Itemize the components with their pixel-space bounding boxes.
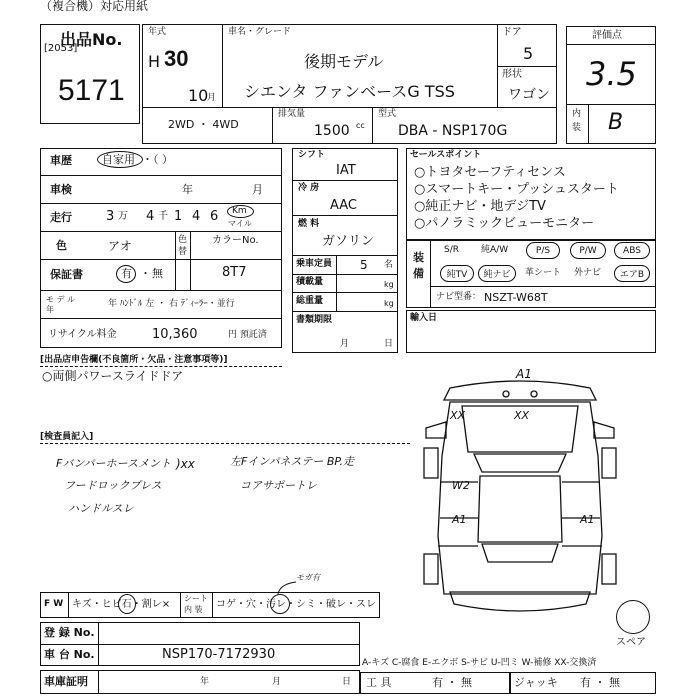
inspection-label: 車検 [50,183,72,196]
jack-label: ジャッキ [514,676,558,689]
weight-unit: kg [384,299,394,308]
equip-alloy-wheels: 純A/W [481,245,509,255]
shift-value: IAT [336,163,356,178]
interior-value: B [608,110,624,135]
model-year-row: 年 ﾊﾝﾄﾞﾙ 左 ・ 右 ﾃﾞｨｰﾗｰ・並行 [108,299,235,309]
equipment-label-2: 備 [413,267,424,280]
equip-genuine-tv: 純TV [440,265,474,282]
handnote-pointer [260,578,320,598]
equip-airbag: エアB [614,265,650,282]
fw-label: F W [44,599,64,609]
year-value: 30 [164,46,189,71]
mileage-digit-5: 6 [210,209,219,224]
history-label: 車歴 [50,154,72,167]
mileage-digit-1: 3 [106,209,115,224]
interior-label-1: 内 [572,109,582,119]
lot-label: 出品No. [60,30,123,49]
door-label: ドア [502,27,522,38]
ac-value: AAC [330,198,357,213]
model-line2: シエンタ ファンベースG TSS [244,82,455,101]
model-year-label-1: モ デ ル [46,295,76,304]
displacement-label: 排気量 [278,109,306,119]
load-label: 積載量 [296,277,324,287]
ac-label: 冷 房 [298,183,320,193]
equip-aftermarket-navi: 外ナビ [574,268,602,278]
capacity-unit: 名 [384,260,394,270]
displacement-unit: cc [356,121,365,130]
recycle-unit: 円 預託済 [228,330,267,340]
year-month: 10 [188,86,209,105]
inspector-line-2: フードロックプレス [64,479,162,492]
model-line1: 後期モデル [304,52,384,71]
tools-label: 工 具 [366,676,392,689]
color-label: 色 [56,239,67,252]
type-label: 型式 [378,109,397,119]
equipment-label-1: 装 [413,251,424,264]
sales-point-item: ○パノラミックビューモニター [414,216,595,231]
notes-text: ○両側パワースライドドア [42,369,184,383]
capacity-value: 5 [360,258,368,272]
lot-number: 5171 [58,74,125,107]
diagram-mark-a1-right: A1 [580,513,595,526]
warranty-label: 保証書 [50,268,83,281]
diagram-mark-xx-left: XX [450,409,466,422]
inspector-right-2: コアサポートレ [240,479,317,492]
jack-value: 有 ・ 無 [580,676,620,689]
sales-point-item: ○トヨタセーフティセンス [414,165,566,180]
lot-sub: [2053] [44,43,78,54]
cert-month: 月 [272,677,282,687]
year-era: H [148,52,161,71]
year-label: 年式 [148,27,167,37]
doc-deadline-label: 書類期限 [296,315,333,325]
warranty-sep: ・ [140,267,151,280]
seat-label-2: 内 装 [184,605,203,614]
color-value: アオ [108,239,132,253]
registration-label: 登 録 No. [44,626,95,639]
chassis-value: NSP170-7172930 [162,647,276,662]
fuel-label: 燃 料 [298,219,320,229]
door-value: 5 [523,44,534,63]
diagram-mark-w2: W2 [452,479,470,492]
weight-label: 総重量 [296,296,324,306]
seat-label-1: シート [184,594,208,603]
interior-label-2: 装 [572,123,582,133]
import-date-box [406,310,656,353]
fw-text: キズ・ヒビ石・割レ× [72,599,171,610]
mileage-digit-3: 1 [174,209,183,224]
recycle-value: 10,360 [152,327,198,342]
color-change-1: 色 [178,235,188,245]
load-unit: kg [384,280,394,289]
inspector-right-1: 左Fインパネステー BP.走 [230,455,354,468]
mileage-label: 走行 [50,211,72,224]
sales-points-label: セールスポイント [410,150,482,160]
history-value: 自家用 [102,153,135,166]
score-label: 評価点 [592,30,622,41]
mileage-unit-2: 千 [158,211,168,222]
equip-sunroof: S/R [444,245,459,255]
diagram-mark-a1-left: A1 [452,513,467,526]
car-damage-diagram [410,366,650,628]
diagram-mark-xx-center: XX [514,409,530,422]
equip-power-windows: P/W [570,242,606,259]
mileage-km: Km [232,206,247,216]
model-label: 車名・グレード [228,27,292,37]
fuel-value: ガソリン [322,234,375,249]
sheet-type-label: （複合機）対応用紙 [40,0,149,13]
model-year-label-2: 年 [46,305,54,314]
equip-leather-seat: 革シート [525,268,562,278]
navi-model-label: ナビ型番： [436,292,482,302]
equip-genuine-navi: 純ナビ [478,265,516,282]
displacement-value: 1500 [314,123,350,139]
tools-value: 有 ・ 無 [432,676,472,689]
notes-label: [出品店申告欄(不良箇所・欠品・注意事項等)] [40,355,228,365]
mileage-mile: マイル [228,219,252,228]
diagram-mark-top: A1 [516,367,532,381]
cert-day: 日 [342,677,352,687]
cert-label: 車庫証明 [44,675,88,688]
inspector-line-3: ハンドルスレ [68,502,134,515]
shape-label: 形状 [502,69,522,80]
year-month-unit: 月 [207,93,217,103]
mileage-unit-1: 万 [118,211,128,222]
color-code-value: 8T7 [222,265,247,280]
mileage-digit-4: 4 [192,209,201,224]
capacity-label: 乗車定員 [296,259,333,269]
chassis-label: 車 台 No. [44,648,95,661]
equip-power-steering: P/S [526,242,560,259]
shape-value: ワゴン [508,87,550,103]
doc-deadline-month: 月 [340,339,350,349]
history-rest: ・（ ） [142,153,173,166]
shift-label: シフト [298,150,326,160]
warranty-no: 無 [152,267,163,280]
type-value: DBA - NSP170G [398,123,508,139]
drive-type: 2WD ・ 4WD [168,118,239,131]
recycle-label: リサイクル料金 [48,329,117,340]
doc-deadline-day: 日 [384,339,394,349]
diagram-handnote: モガ有 [296,573,320,582]
score-value: 3.5 [586,55,637,93]
spare-tire-icon [616,600,650,634]
color-code-label: カラーNo. [212,235,259,246]
equip-abs: ABS [614,242,650,259]
color-change-2: 替 [178,247,188,257]
inspector-line-1: Fバンパーホースメント [56,457,172,470]
inspector-label: [検査員記入] [40,432,94,442]
import-date-label: 輸入日 [410,313,438,323]
inspection-month-unit: 月 [252,183,263,196]
sales-point-item: ○スマートキー・プッシュスタート [414,182,619,197]
warranty-yes: 有 [121,267,132,280]
navi-model-value: NSZT-W68T [484,291,548,304]
interior-condition-text: コゲ・穴・汚レ・シミ・破レ・スレ [216,599,376,610]
inspection-year-unit: 年 [182,183,193,196]
mileage-digit-2: 4 [146,209,155,224]
inspector-mark: )xx [176,457,195,471]
cert-year: 年 [200,677,210,687]
damage-legend: A-キズ C-腐食 E-エクボ S-サビ U-凹ミ W-補修 XX-交換済 [362,658,597,668]
sales-point-item: ○純正ナビ・地デジTV [414,199,546,214]
spare-label: スペア [616,637,646,648]
